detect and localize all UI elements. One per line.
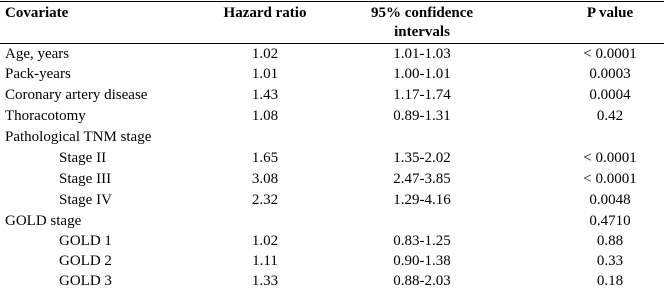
row-ci: 0.89-1.31 — [393, 108, 451, 124]
row-hazard-ratio: 1.08 — [251, 108, 279, 124]
row-label: Age, years — [5, 46, 70, 62]
table-row — [0, 252, 664, 271]
table-row — [0, 45, 664, 64]
header-ci-line2: intervals — [394, 24, 450, 40]
table-row-group-heading — [0, 212, 664, 231]
row-label: Stage II — [59, 150, 107, 166]
row-hazard-ratio: 1.02 — [251, 233, 279, 249]
row-ci: 1.29-4.16 — [393, 192, 451, 208]
row-label: Thoracotomy — [5, 108, 86, 124]
row-hazard-ratio: 1.65 — [251, 150, 279, 166]
row-ci: 2.47-3.85 — [393, 171, 451, 187]
row-hazard-ratio: 1.43 — [251, 87, 279, 103]
row-p-value: < 0.0001 — [583, 46, 637, 62]
row-label: GOLD 2 — [59, 253, 112, 269]
row-hazard-ratio: 2.32 — [251, 192, 279, 208]
row-ci: 1.01-1.03 — [393, 46, 451, 62]
row-p-value: 0.0004 — [589, 87, 631, 103]
header-hazard-ratio: Hazard ratio — [223, 5, 307, 21]
header-ci-line1: 95% confidence — [370, 5, 474, 21]
row-label: Pathological TNM stage — [5, 129, 152, 145]
table-row — [0, 272, 664, 291]
row-label: Pack-years — [5, 66, 71, 82]
table-row-group-heading — [0, 128, 664, 147]
row-p-value: 0.88 — [596, 233, 624, 249]
table-row — [0, 107, 664, 126]
row-ci: 1.17-1.74 — [393, 87, 451, 103]
header-p-value: P value — [586, 5, 634, 21]
table-row — [0, 170, 664, 189]
table-row — [0, 149, 664, 168]
table-row — [0, 86, 664, 105]
row-label: Stage III — [59, 171, 112, 187]
header-row — [0, 4, 664, 23]
row-ci: 0.83-1.25 — [393, 233, 451, 249]
row-p-value: 0.4710 — [589, 213, 631, 229]
row-p-value: 0.42 — [596, 108, 624, 124]
row-ci: 1.00-1.01 — [393, 66, 451, 82]
row-ci: 0.90-1.38 — [393, 253, 451, 269]
row-hazard-ratio: 1.02 — [251, 46, 279, 62]
row-hazard-ratio: 1.33 — [251, 273, 279, 289]
header-covariate: Covariate — [5, 5, 69, 21]
row-label: Stage IV — [59, 192, 112, 208]
row-hazard-ratio: 1.01 — [251, 66, 279, 82]
row-p-value: < 0.0001 — [583, 150, 637, 166]
row-label: Coronary artery disease — [5, 87, 148, 103]
row-label: GOLD stage — [5, 213, 82, 229]
row-label: GOLD 3 — [59, 273, 112, 289]
row-p-value: 0.0048 — [589, 192, 631, 208]
row-p-value: 0.0003 — [589, 66, 631, 82]
row-ci: 0.88-2.03 — [393, 273, 451, 289]
row-p-value: 0.33 — [596, 253, 624, 269]
header-rule — [0, 43, 664, 44]
table-row — [0, 232, 664, 251]
row-hazard-ratio: 3.08 — [251, 171, 279, 187]
row-p-value: < 0.0001 — [583, 171, 637, 187]
table-row — [0, 65, 664, 84]
row-p-value: 0.18 — [596, 273, 624, 289]
row-ci: 1.35-2.02 — [393, 150, 451, 166]
header-row-continued — [0, 23, 664, 42]
table-row — [0, 191, 664, 210]
top-rule — [0, 1, 664, 2]
row-hazard-ratio: 1.11 — [252, 253, 278, 269]
row-label: GOLD 1 — [59, 233, 112, 249]
